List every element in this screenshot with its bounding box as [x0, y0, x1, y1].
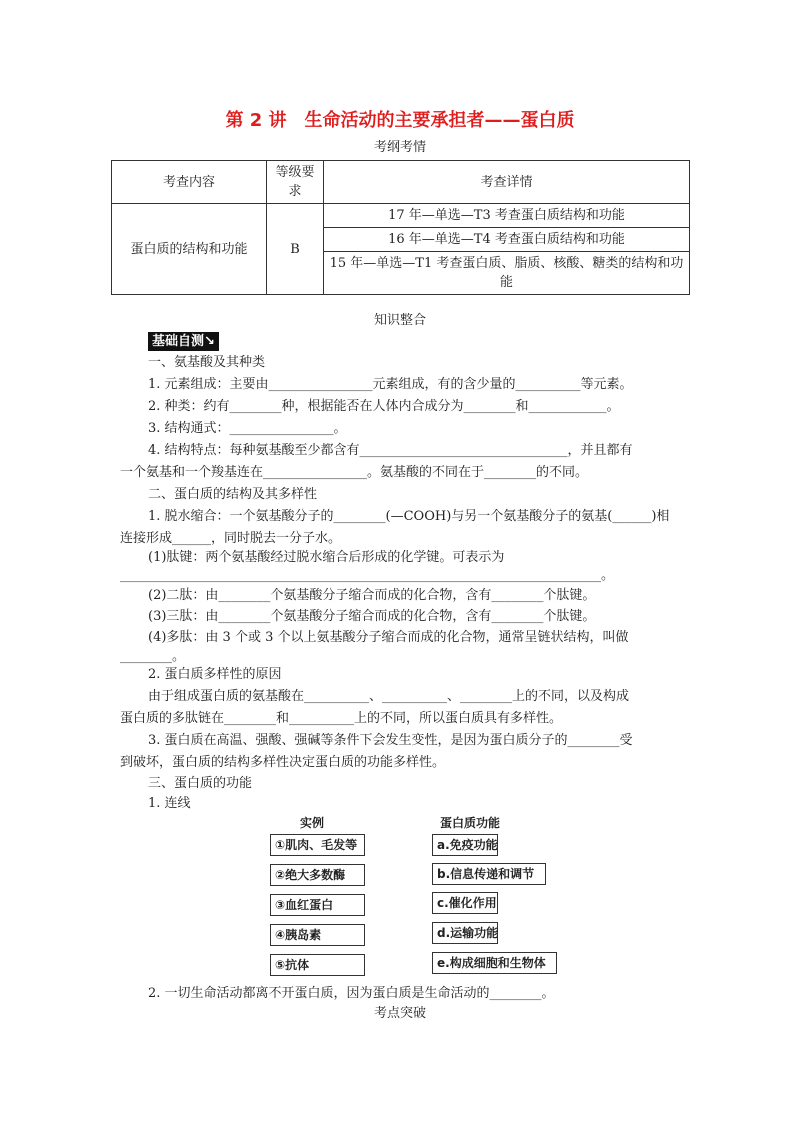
text-line: 一、氨基酸及其种类	[148, 355, 266, 370]
text-line: 1. 连线	[148, 796, 191, 811]
text-line: (2)二肽：由________个氨基酸分子缩合而成的化合物，含有________个肽键。	[148, 588, 596, 603]
text-line: 2. 一切生命活动都离不开蛋白质，因为蛋白质是生命活动的________。	[148, 986, 555, 1001]
text-line: 一个氨基和一个羧基连在________________。氨基酸的不同在于________的不同。	[120, 465, 589, 480]
function-box: e.构成细胞和生物体	[432, 952, 557, 974]
example-box: ③血红蛋白	[270, 894, 365, 916]
text-line: 2. 种类：约有________种，根据能否在人体内合成分为________和____________。	[148, 399, 620, 414]
text-line: 4. 结构特点：每种氨基酸至少都含有________________________________，并且都有	[148, 443, 633, 458]
text-line: 1. 脱水缩合：一个氨基酸分子的________(—COOH)与另一个氨基酸分子的氨基(______)相	[148, 509, 670, 524]
example-box: ①肌肉、毛发等	[270, 834, 365, 856]
text-line: (3)三肽：由________个氨基酸分子缩合而成的化合物，含有________个肽键。	[148, 609, 596, 624]
function-box: a.免疫功能	[432, 834, 498, 856]
text-line: 连接形成______，同时脱去一分子水。	[120, 531, 342, 546]
text-line: 2. 蛋白质多样性的原因	[148, 667, 282, 682]
section-heading-next: 考点突破	[373, 1006, 426, 1021]
text-line: ________。	[120, 649, 186, 664]
text-line: 到破坏，蛋白质的结构多样性决定蛋白质的功能多样性。	[120, 755, 446, 770]
text-line: 由于组成蛋白质的氨基酸在__________、__________、________上的不同，以及构成	[148, 689, 630, 704]
example-box: ④胰岛素	[270, 924, 365, 946]
section-heading-exam: 考纲考情	[373, 140, 426, 155]
matching-right-header: 蛋白质功能	[440, 816, 501, 830]
matching-left-header: 实例	[300, 816, 325, 830]
basic-test-badge: 基础自测↘	[148, 332, 219, 351]
text-line: (4)多肽：由 3 个或 3 个以上氨基酸分子缩合而成的化合物，通常呈链状结构，叫做	[148, 630, 629, 645]
header-content: 考查内容	[112, 161, 267, 204]
header-details: 考查详情	[324, 161, 690, 204]
text-line: 蛋白质的多肽链在________和__________上的不同，所以蛋白质具有多样性。	[120, 711, 563, 726]
exam-table	[111, 160, 690, 295]
text-line: 3. 结构通式：________________。	[148, 421, 347, 436]
text-line: 二、蛋白质的结构及其多样性	[148, 487, 318, 502]
text-line: 3. 蛋白质在高温、强酸、强碱等条件下会发生变性，是因为蛋白质分子的________受	[148, 733, 633, 748]
example-box: ⑤抗体	[270, 954, 365, 976]
function-box: d.运输功能	[432, 922, 498, 944]
cell-detail: 17 年—单选—T3 考查蛋白质结构和功能	[324, 204, 690, 228]
function-box: b.信息传递和调节	[432, 863, 546, 885]
text-line: (1)肽键：两个氨基酸经过脱水缩合后形成的化学键。可表示为	[148, 550, 505, 565]
section-heading-knowledge: 知识整合	[373, 313, 426, 328]
header-level: 等级要求	[267, 161, 324, 204]
cell-detail: 16 年—单选—T4 考查蛋白质结构和功能	[324, 228, 690, 252]
example-box: ②绝大多数酶	[270, 864, 365, 886]
function-box: c.催化作用	[432, 892, 498, 914]
cell-detail: 15 年—单选—T1 考查蛋白质、脂质、核酸、糖类的结构和功能	[324, 252, 690, 295]
text-line: __________________________________________________________________________。	[120, 568, 614, 583]
page-title: 第 2 讲 生命活动的主要承担者——蛋白质	[225, 110, 575, 131]
text-line: 三、蛋白质的功能	[148, 776, 253, 791]
text-line: 1. 元素组成：主要由________________元素组成，有的含少量的__________等元素。	[148, 377, 633, 392]
cell-level: B	[267, 204, 324, 295]
cell-content: 蛋白质的结构和功能	[112, 204, 267, 295]
